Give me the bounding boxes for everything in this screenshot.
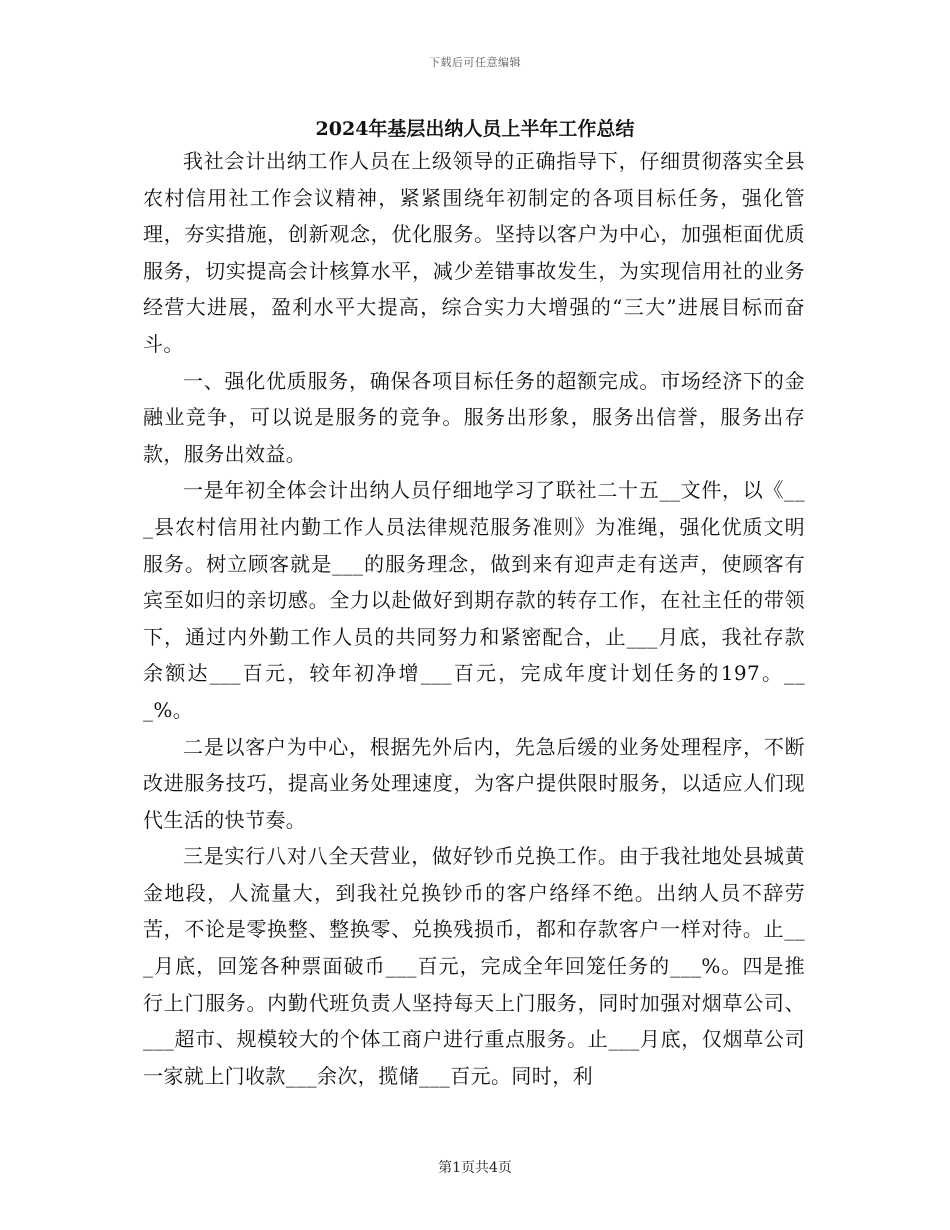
paragraph-intro: 我社会计出纳工作人员在上级领导的正确指导下，仔细贯彻落实全县农村信用社工作会议精神，紧紧围绕年初制定的各项目标任务，强化管理，夯实措施，创新观念，优化服务。坚持以客户为中心，加强柜面优质服务，切实提高会计核算水平，减少差错事故发生，为实现信用社的业务经营大进展，盈利水平大提高，综合实力大增强的“三大”进展目标而奋斗。 (143, 149, 805, 356)
page-number: 第1页共4页 (438, 1160, 512, 1176)
paragraph-item-one: 一是年初全体会计出纳人员仔细地学习了联社二十五__文件，以《___县农村信用社内勤工作人员法律规范服务准则》为准绳，强化优质文明服务。树立顾客就是___的服务理念，做到来有迎声走有送声，使顾客有宾至如归的亲切感。全力以赴做好到期存款的转存工作，在社主任的带领下，通过内外勤工作人员的共同努力和紧密配合，止___月底，我社存款余额达___百元，较年初净增___百元，完成年度计划任务的197。___%。 (143, 478, 805, 722)
page-header-note: 下载后可任意编辑 (429, 56, 521, 69)
paragraph-section-one: 一、强化优质服务，确保各项目标任务的超额完成。市场经济下的金融业竞争，可以说是服务的竞争。服务出形象，服务出信誉，服务出存款，服务出效益。 (143, 368, 805, 466)
paragraph-item-two: 二是以客户为中心，根据先外后内，先急后缓的业务处理程序，不断改进服务技巧，提高业务处理速度，为客户提供限时服务，以适应人们现代生活的快节奏。 (143, 734, 805, 832)
paragraph-item-three: 三是实行八对八全天营业，做好钞币兑换工作。由于我社地处县城黄金地段，人流量大，到我社兑换钞币的客户络绎不绝。出纳人员不辞劳苦，不论是零换整、整换零、兑换残损币，都和存款客户一样对待。止___月底，回笼各种票面破币___百元，完成全年回笼任务的___%。四是推行上门服务。内勤代班负责人坚持每天上门服务，同时加强对烟草公司、___超市、规模较大的个体工商户进行重点服务。止___月底，仅烟草公司一家就上门收款___余次，揽储___百元。同时，利 (143, 844, 805, 1088)
document-body (143, 143, 805, 1094)
document-title: 2024年基层出纳人员上半年工作总结 (315, 118, 635, 140)
